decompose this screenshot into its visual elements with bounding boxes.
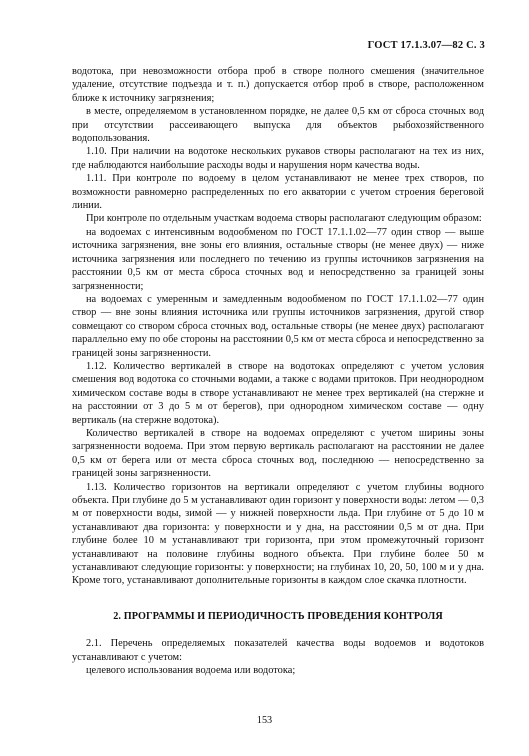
paragraph: целевого использования водоема или водотока; <box>86 665 296 677</box>
paragraph: в месте, определяемом в установленном порядке, не далее 0,5 км от сброса сточных вод при отсутствии рассеивающего выпуска для объектов рыбохозяйственного водопользования. <box>72 106 484 145</box>
paragraph-1-11: 1.11. При контроле по водоему в целом устанавливают не менее трех створов, по возможности равномерно распределенных по его акватории с учетом строения береговой линии. <box>72 173 484 212</box>
paragraph-2-1: 2.1. Перечень определяемых показателей качества воды водоемов и водотоков устанавливают с учетом: <box>72 638 484 663</box>
paragraph: Количество вертикалей в створе на водоемах определяют с учетом ширины зоны загрязненности водоема. При этом первую вертикаль располагают на расстоянии не далее 0,5 км от берега или от места сброса сточных вод, последнюю — непосредственно за границей зоны загрязненности. <box>72 427 484 480</box>
page-number: 153 <box>256 715 273 726</box>
paragraph: При контроле по отдельным участкам водоема створы располагают следующим образом: <box>86 213 482 225</box>
document-body <box>72 65 484 677</box>
paragraph: водотока, при невозможности отбора проб в створе полного смешения (значительное удаление, отсутствие подъезда и т. п.) допускается отбор проб в створе, расположенном ближе к источнику загрязнения; <box>72 66 484 104</box>
paragraph-1-13: 1.13. Количество горизонтов на вертикали определяют с учетом глубины водного объекта. При глубине до 5 м устанавливают один горизонт у поверхности воды: летом — 0,3 м от поверхности воды, зимой — у нижней поверхности льда. При глубине от 5 до 10 м устанавливают два горизонта: у поверхности и у дна, на расстоянии 0,5 м от дна. При глубине более 10 м устанавливают три горизонта, при этом промежуточный горизонт устанавливают на половине глубины водного объекта. При глубине более 50 м устанавливают следующие горизонты: у поверхности; на глубинах 10, 20, 50, 100 м и у дна. Кроме того, устанавливают дополнительные горизонты в каждом слое скачка плотности. <box>72 481 484 587</box>
paragraph-1-12: 1.12. Количество вертикалей в створе на водотоках определяют с учетом условия смешения вод водотока со сточными водами, а также с водами притоков. При неоднородном химическом составе воды в створе устанавливают не менее трех вертикалей (на стержне и на расстоянии от 3 до 5 м от берегов), при однородном химическом составе — одну вертикаль (на стержне водотока). <box>72 360 484 426</box>
section-title: 2. ПРОГРАММЫ И ПЕРИОДИЧНОСТЬ ПРОВЕДЕНИЯ КОНТРОЛЯ <box>113 610 443 622</box>
paragraph-1-10: 1.10. При наличии на водотоке нескольких рукавов створы располагают на тех из них, где наблюдаются наибольшие расходы воды и нарушения норм качества воды. <box>72 146 484 171</box>
paragraph: на водоемах с умеренным и замедленным водообменом по ГОСТ 17.1.1.02—77 один створ — вне зоны влияния источника или группы источников загрязнения, другой створ совмещают со створом сброса сточных вод, остальные створы (не менее двух) располагают параллельно ему по обе стороны на расстоянии 0,5 км от места сброса и непосредственно за границей зоны загрязненности. <box>72 293 484 359</box>
paragraph: на водоемах с интенсивным водообменом по ГОСТ 17.1.1.02—77 один створ — выше источника загрязнения, вне зоны его влияния, остальные створы (не менее двух) — ниже источника загрязнения или последнего по течению из группы источников загрязнения на расстоянии 0,5 км от места сброса сточных вод и непосредственно за границей зоны загрязненности; <box>72 226 484 292</box>
page-header-standard: ГОСТ 17.1.3.07—82 С. 3 <box>367 40 485 51</box>
